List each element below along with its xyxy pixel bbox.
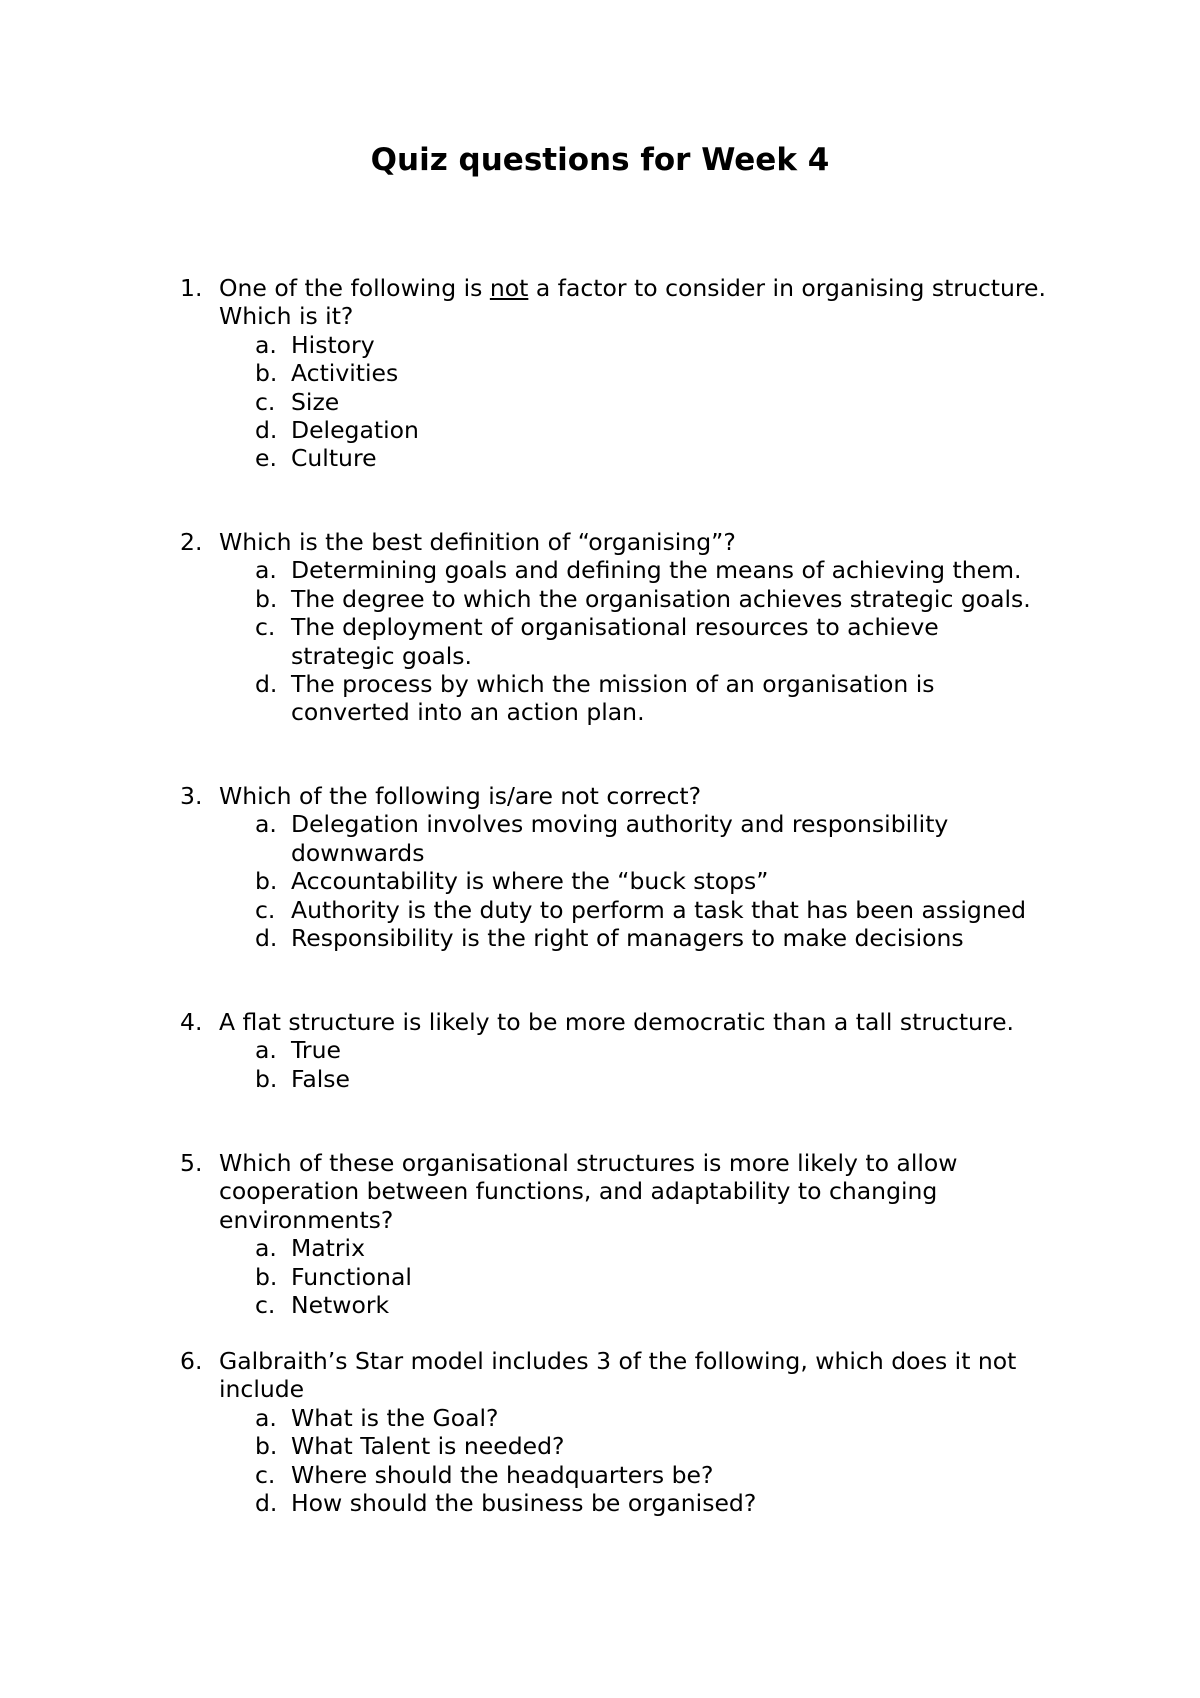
question-3 — [180, 782, 1080, 952]
option-text: The degree to which the organisation achieves strategic goals. — [291, 584, 1031, 613]
question-number: 4. — [180, 1008, 203, 1036]
question-text — [219, 274, 1079, 331]
option-item — [255, 810, 991, 867]
option-list — [180, 1234, 1080, 1319]
option-list — [180, 1404, 1080, 1518]
option-text: Matrix — [291, 1234, 365, 1263]
option-list — [180, 331, 1080, 473]
option-text: Delegation — [291, 416, 419, 445]
option-letter: b. — [255, 1262, 278, 1291]
question-number: 1. — [180, 274, 203, 302]
option-letter: a. — [255, 1036, 277, 1065]
option-text: What Talent is needed? — [291, 1432, 565, 1461]
option-item — [255, 359, 1091, 388]
page-title: Quiz questions for Week 4 — [370, 142, 830, 178]
question-2 — [180, 528, 1080, 727]
question-number: 3. — [180, 782, 203, 810]
option-letter: e. — [255, 444, 277, 473]
option-text: Activities — [291, 359, 399, 388]
option-item — [255, 1489, 1091, 1518]
question-text: Which is the best definition of “organising”? — [219, 528, 736, 556]
question-text-end: a factor to consider in organising structure. Which is it? — [219, 274, 1046, 331]
option-text: The deployment of organisational resources to achieve strategic goals. — [291, 613, 939, 670]
option-text: The process by which the mission of an organisation is converted into an action plan. — [291, 670, 935, 727]
option-item — [255, 1234, 1091, 1263]
option-item — [255, 924, 1091, 953]
option-item — [255, 1432, 1091, 1461]
option-item — [255, 1460, 1091, 1489]
option-text: What is the Goal? — [291, 1403, 499, 1432]
question-number: 6. — [180, 1347, 203, 1375]
option-letter: d. — [255, 924, 278, 953]
option-text: Authority is the duty to perform a task that has been assigned — [291, 895, 1027, 924]
option-letter: c. — [255, 895, 276, 924]
option-letter: c. — [255, 387, 276, 416]
option-letter: a. — [255, 556, 277, 585]
option-item — [255, 387, 1091, 416]
question-1 — [180, 274, 1080, 473]
option-item — [255, 584, 1091, 613]
option-letter: b. — [255, 584, 278, 613]
question-6 — [180, 1347, 1080, 1517]
option-item — [255, 895, 1091, 924]
option-text: Accountability is where the “buck stops” — [291, 867, 769, 896]
question-number: 5. — [180, 1149, 203, 1177]
question-text: A flat structure is likely to be more democratic than a tall structure. — [219, 1008, 1014, 1036]
option-text: History — [291, 330, 375, 359]
option-text: Culture — [291, 444, 377, 473]
question-text: Which of these organisational structures is more likely to allow cooperation between functions, and adaptability to changing environments? — [219, 1149, 958, 1234]
question-5 — [180, 1149, 1080, 1319]
option-item — [255, 867, 1091, 896]
option-letter: b. — [255, 359, 278, 388]
option-text: Where should the headquarters be? — [291, 1460, 714, 1489]
option-item — [255, 613, 981, 670]
option-text: False — [291, 1064, 350, 1093]
option-text: Size — [291, 387, 340, 416]
option-text: True — [291, 1036, 341, 1065]
option-text: Determining goals and defining the means of achieving them. — [291, 556, 1022, 585]
option-letter: b. — [255, 1064, 278, 1093]
option-text: Delegation involves moving authority and responsibility downwards — [291, 810, 949, 867]
option-item — [255, 556, 1091, 585]
option-list — [180, 1036, 1080, 1093]
option-letter: c. — [255, 1291, 276, 1320]
option-item — [255, 1403, 1091, 1432]
option-item — [255, 330, 1091, 359]
question-text-start: One of the following is — [219, 274, 490, 302]
option-letter: d. — [255, 416, 278, 445]
option-item — [255, 1036, 1091, 1065]
question-4 — [180, 1008, 1080, 1093]
option-item — [255, 670, 981, 727]
option-letter: a. — [255, 810, 277, 839]
option-item — [255, 1291, 1091, 1320]
question-text: Galbraith’s Star model includes 3 of the following, which does it not include — [219, 1347, 1017, 1404]
option-letter: a. — [255, 1403, 277, 1432]
option-item — [255, 416, 1091, 445]
question-number: 2. — [180, 528, 203, 556]
option-letter: c. — [255, 613, 276, 642]
option-list — [180, 810, 1080, 952]
option-text: How should the business be organised? — [291, 1489, 757, 1518]
question-text: Which of the following is/are not correct? — [219, 782, 702, 810]
option-letter: b. — [255, 1432, 278, 1461]
option-list — [180, 556, 1080, 726]
option-letter: d. — [255, 670, 278, 699]
option-text: Functional — [291, 1262, 412, 1291]
option-letter: a. — [255, 330, 277, 359]
option-text: Network — [291, 1291, 390, 1320]
option-letter: d. — [255, 1489, 278, 1518]
option-item — [255, 1064, 1091, 1093]
option-letter: c. — [255, 1460, 276, 1489]
option-text: Responsibility is the right of managers to make decisions — [291, 924, 964, 953]
option-item — [255, 444, 1091, 473]
option-letter: b. — [255, 867, 278, 896]
question-text-emphasis: not — [489, 274, 529, 302]
option-item — [255, 1262, 1091, 1291]
option-letter: a. — [255, 1234, 277, 1263]
